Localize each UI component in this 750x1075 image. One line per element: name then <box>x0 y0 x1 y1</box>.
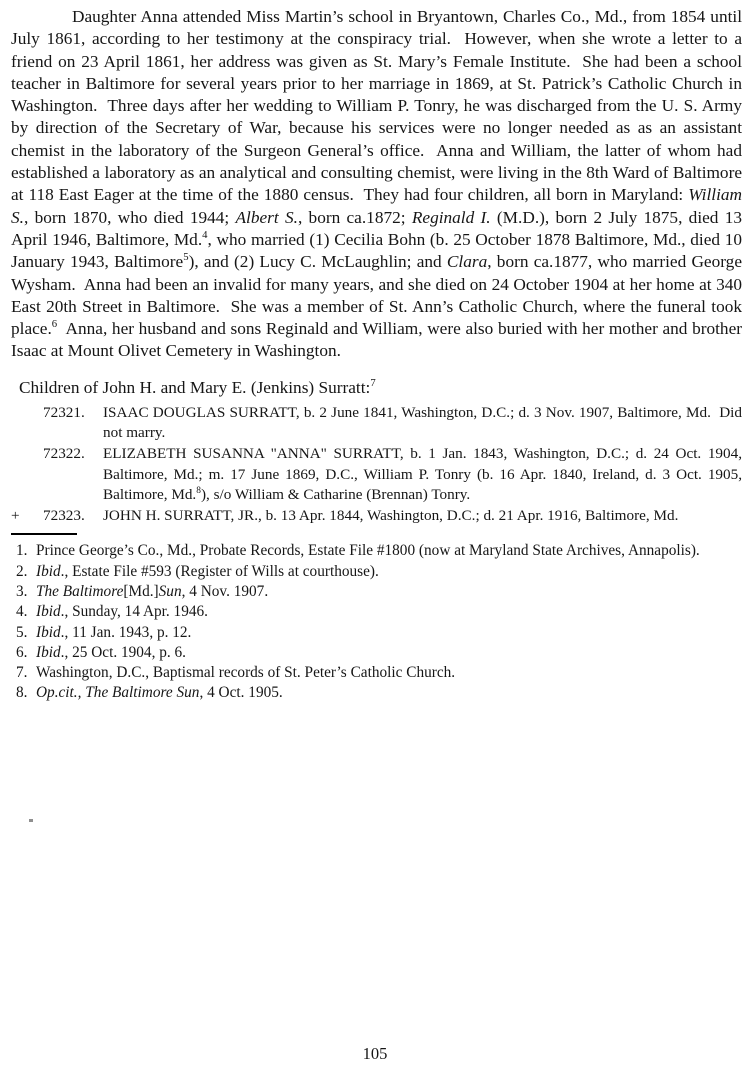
footnote <box>11 643 742 663</box>
footnote-number: 3. <box>16 582 28 600</box>
children-list <box>11 403 746 527</box>
footnote-text: Ibid., 25 Oct. 1904, p. 6. <box>36 643 186 661</box>
footnote-text: Ibid., Sunday, 14 Apr. 1946. <box>36 603 208 621</box>
footnote-text: Washington, D.C., Baptismal records of St. Peter’s Catholic Church. <box>36 664 456 682</box>
footnote-number: 8. <box>16 684 28 702</box>
child-entry <box>11 506 742 527</box>
footnote-number: 6. <box>16 643 28 661</box>
page-number: 105 <box>362 1044 388 1063</box>
footnote-number: 1. <box>16 542 28 560</box>
entry-number: 72321. <box>43 403 85 421</box>
entry-text: ISAAC DOUGLAS SURRATT, b. 2 June 1841, Washington, D.C.; d. 3 Nov. 1907, Baltimore, Md. Did not marry. <box>103 403 746 442</box>
footnote-text: Ibid., 11 Jan. 1943, p. 12. <box>36 623 192 641</box>
child-entry <box>11 403 746 444</box>
footnote-number: 4. <box>16 603 28 621</box>
entry-text: ELIZABETH SUSANNA "ANNA" SURRATT, b. 1 Jan. 1843, Washington, D.C.; d. 24 Oct. 1904, Baltimore, Md.; m. 17 June 1869, D.C., William P. Tonry (b. 16 Apr. 1840, Ireland, d. 3 Oct. 1905, Baltimore, Md.$^8$), s/o William & Catharine (Brennan) Tonry. <box>103 444 746 504</box>
biography-paragraph: Daughter Anna attended Miss Martin’s school in Bryantown, Charles Co., Md., from 1854 until July 1861, according to her testimony at the conspiracy trial. However, when she wrote a letter to a friend on 23 April 1861, her address was given as St. Mary’s Female Institute. She had been a school teacher in Baltimore for several years prior to her marriage in 1869, at St. Patrick’s Catholic Church in Washington. Three days after her wedding to William P. Tonry, he was discharged from the U. S. Army by direction of the Secretary of War, because his services were no longer needed as as an assistant chemist in the laboratory of the Surgeon General’s office. Anna and William, the latter of whom had established a laboratory as an analytical and consulting chemist, were living in the 8th Ward of Baltimore at 118 East Eager at the time of the 1880 census. They had four children, all born in Maryland: William S., born 1870, who died 1944; Albert S., born ca.1872; Reginald I. (M.D.), born 2 July 1875, died 13 April 1946, Baltimore, Md.$^4$, who married (1) Cecilia Bohn (b. 25 October 1878 Baltimore, Md., died 10 January 1943, Baltimore$^5$), and (2) Lucy C. McLaughlin; and Clara, born ca.1877, who married George Wysham. Anna had been an invalid for many years, and she died on 24 October 1904 at her home at 340 East 20th Street in Baltimore. She was a member of St. Ann’s Catholic Church, where the funeral took place.$^6$ Anna, her husband and sons Reginald and William, were also buried with her mother and brother Isaac at Mount Olivet Cemetery in Washington. <box>11 7 747 361</box>
child-entry <box>11 444 746 506</box>
footnote <box>11 623 742 643</box>
footnote-text: The Baltimore[Md.]Sun, 4 Nov. 1907. <box>36 582 269 600</box>
footnote-number: 2. <box>16 562 28 580</box>
footnote <box>11 541 742 561</box>
footnotes-section <box>11 541 742 703</box>
entry-prefix: + <box>11 506 20 524</box>
footnote <box>11 582 742 602</box>
entry-prefix <box>11 444 43 506</box>
footnote-number: 5. <box>16 623 28 641</box>
footnote-text: Ibid., Estate File #593 (Register of Wills at courthouse). <box>36 562 379 580</box>
footnote <box>11 683 742 703</box>
footnote-separator-rule <box>11 533 77 535</box>
footnote-text: Prince George’s Co., Md., Probate Records, Estate File #1800 (now at Maryland State Archives, Annapolis). <box>36 542 700 560</box>
footnote <box>11 562 742 582</box>
footnote <box>11 663 742 683</box>
entry-number: 72323. <box>43 506 85 524</box>
scan-speck-artifact <box>29 819 33 822</box>
footnote-number: 7. <box>16 664 28 682</box>
footnote <box>11 602 742 622</box>
entry-number: 72322. <box>43 444 85 462</box>
children-heading: Children of John H. and Mary E. (Jenkins) Surratt:$^7$ <box>19 376 376 397</box>
entry-text: JOHN H. SURRATT, JR., b. 13 Apr. 1844, Washington, D.C.; d. 21 Apr. 1916, Baltimore, Md. <box>103 506 679 524</box>
entry-prefix <box>11 403 43 444</box>
footnote-text: Op.cit., The Baltimore Sun, 4 Oct. 1905. <box>36 684 283 702</box>
